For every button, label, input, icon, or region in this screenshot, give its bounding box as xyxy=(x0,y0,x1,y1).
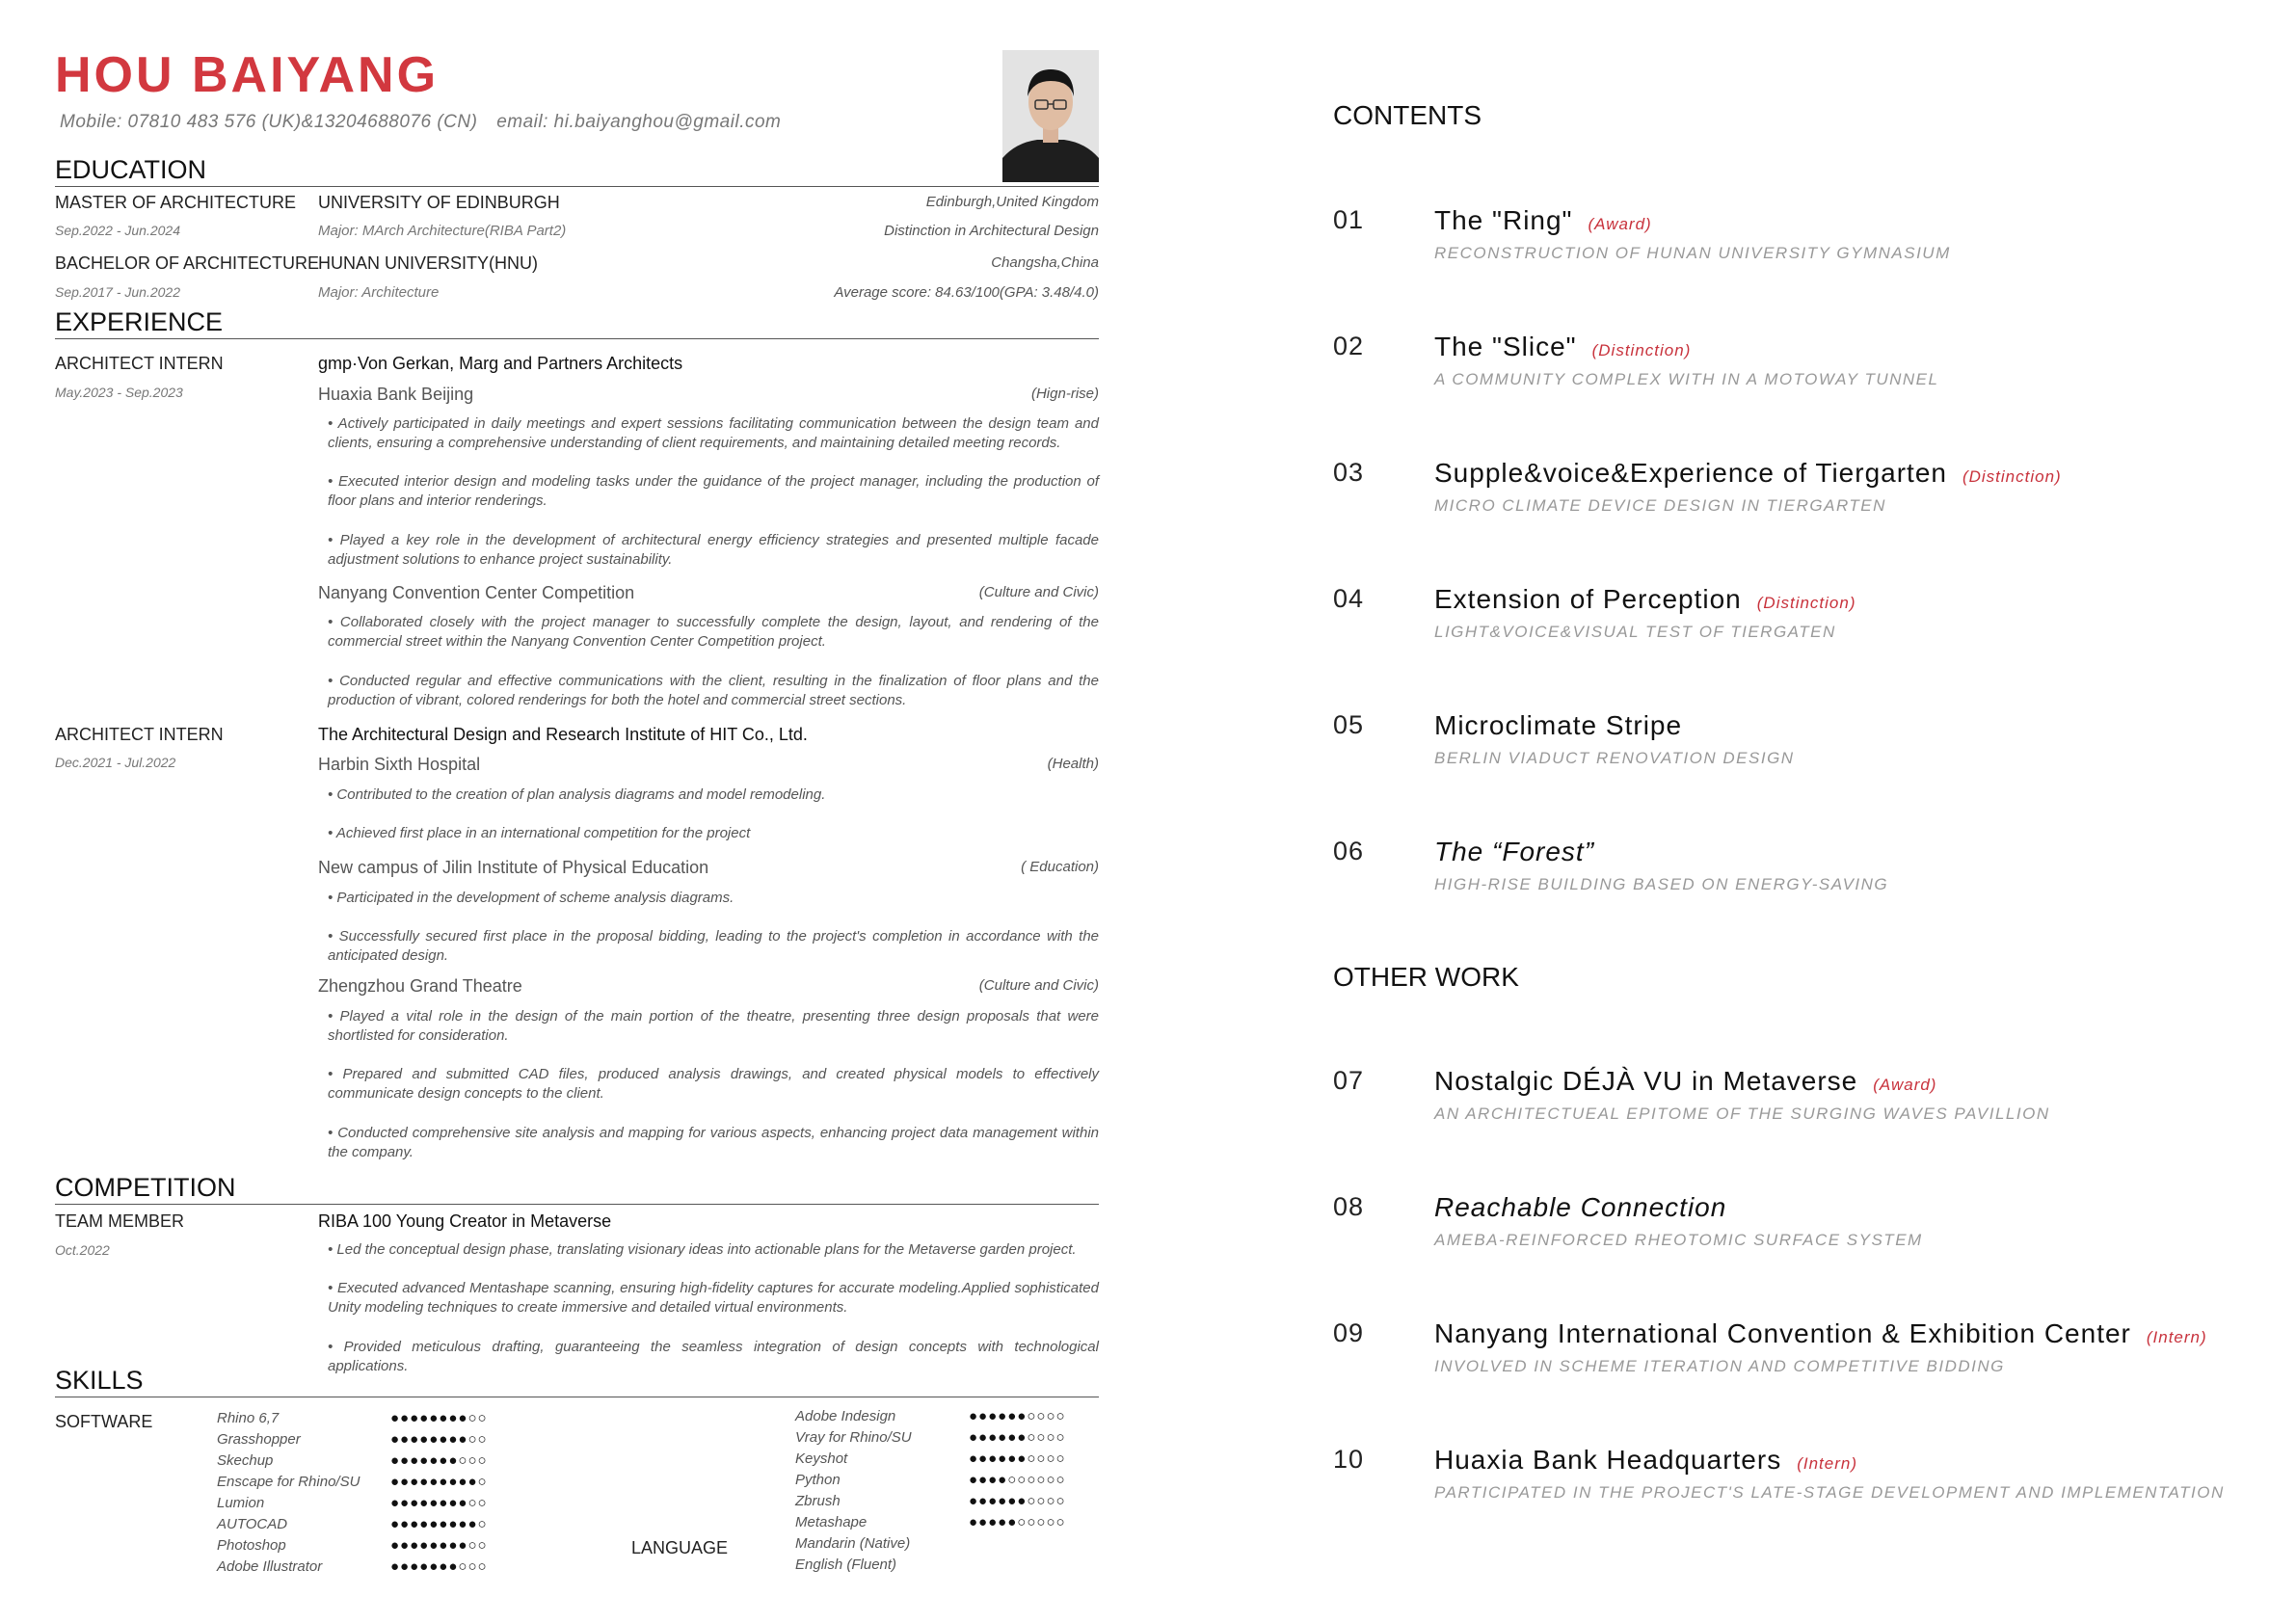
skill-level-dots: ●●●●●●○○○○ xyxy=(969,1493,1066,1509)
skill-name: Zbrush xyxy=(795,1493,841,1509)
bullet-item: • Prepared and submitted CAD files, produced analysis drawings, and created physical models to effectively communicate design concepts to the client. xyxy=(328,1066,1099,1102)
edu-school-2: HUNAN UNIVERSITY(HNU) xyxy=(318,253,539,273)
bullet-item: • Conducted regular and effective communications with the client, resulting in the finalization of floor plans and the production of vibrant, colored renderings for both the hotel and commercial street sections. xyxy=(328,673,1099,708)
toc-title: The "Ring" xyxy=(1434,205,1573,235)
resume-name: HOU BAIYANG xyxy=(55,47,440,103)
contents-heading: CONTENTS xyxy=(1333,100,1482,130)
skill-name: Keyshot xyxy=(795,1450,848,1467)
toc-award: (Distinction) xyxy=(1591,341,1692,359)
bullet-item: • Executed interior design and modeling tasks under the guidance of the project manager, including the production of floor plans and interior renderings. xyxy=(328,473,1099,509)
toc-number: 04 xyxy=(1333,584,1365,613)
edu-note-2: Average score: 84.63/100(GPA: 3.48/4.0) xyxy=(834,284,1099,301)
toc-entry[interactable] xyxy=(1434,458,2062,489)
project-name: Zhengzhou Grand Theatre xyxy=(318,976,522,996)
skill-name: Skechup xyxy=(217,1452,274,1469)
project-tag: (Health) xyxy=(1047,756,1099,772)
toc-entry[interactable] xyxy=(1434,837,1594,867)
toc-award: (Distinction) xyxy=(1756,594,1856,612)
job-company-1: gmp·Von Gerkan, Marg and Partners Architects xyxy=(318,354,683,373)
experience-heading: EXPERIENCE xyxy=(55,306,1099,339)
education-heading: EDUCATION xyxy=(55,154,1099,187)
toc-entry[interactable] xyxy=(1434,710,1682,741)
job-date-2: Dec.2021 - Jul.2022 xyxy=(55,755,176,770)
bullet-item: • Contributed to the creation of plan analysis diagrams and model remodeling. xyxy=(328,786,826,803)
edu-note-1: Distinction in Architectural Design xyxy=(884,223,1099,239)
skill-name: Enscape for Rhino/SU xyxy=(217,1474,360,1490)
skill-level-dots: ●●●●●●●○○○ xyxy=(390,1452,488,1469)
skill-name: Lumion xyxy=(217,1495,265,1511)
skills-heading: SKILLS xyxy=(55,1365,1099,1397)
bullet-item: • Executed advanced Mentashape scanning, ensuring high-fidelity captures for accurate modeling.Applied sophisticated Unity modeling techniques to create immersive and detailed virtual environments. xyxy=(328,1280,1099,1316)
toc-title: Supple&voice&Experience of Tiergarten xyxy=(1434,458,1947,488)
toc-award: (Distinction) xyxy=(1962,467,2062,486)
edu-major-1: Major: MArch Architecture(RIBA Part2) xyxy=(318,223,567,239)
skill-name: Adobe Illustrator xyxy=(217,1558,323,1575)
edu-location-1: Edinburgh,United Kingdom xyxy=(925,194,1099,210)
bullet-item: • Achieved first place in an international competition for the project xyxy=(328,825,751,841)
competition-role: TEAM MEMBER xyxy=(55,1211,185,1231)
skill-name: Python xyxy=(795,1472,841,1488)
toc-title: Nostalgic DÉJÀ VU in Metaverse xyxy=(1434,1066,1858,1096)
skill-level-dots: ●●●●●○○○○○ xyxy=(969,1514,1066,1530)
job-company-2: The Architectural Design and Research Institute of HIT Co., Ltd. xyxy=(318,725,808,744)
toc-subtitle: HIGH-RISE BUILDING BASED ON ENERGY-SAVING xyxy=(1434,875,1889,893)
skill-name: Photoshop xyxy=(217,1537,286,1554)
edu-degree-1: MASTER OF ARCHITECTURE xyxy=(55,193,297,212)
competition-name: RIBA 100 Young Creator in Metaverse xyxy=(318,1211,612,1231)
mobile-text: Mobile: 07810 483 576 (UK)&13204688076 (CN) xyxy=(60,112,478,132)
toc-number: 09 xyxy=(1333,1318,1365,1347)
skill-level-dots: ●●●●●●●●○○ xyxy=(390,1431,488,1448)
bullet-item: • Played a key role in the development of architectural energy efficiency strategies and presented multiple facade adjustment solutions to enhance project sustainability. xyxy=(328,532,1099,568)
toc-entry[interactable] xyxy=(1434,1066,1936,1097)
toc-title: Microclimate Stripe xyxy=(1434,710,1683,740)
toc-award: (Award) xyxy=(1588,215,1652,233)
toc-number: 08 xyxy=(1333,1192,1365,1221)
skill-level-dots: ●●●●●●●○○○ xyxy=(390,1558,488,1575)
project-name: Harbin Sixth Hospital xyxy=(318,755,481,774)
bullet-item: • Provided meticulous drafting, guaranteeing the seamless integration of design concepts with technological applications. xyxy=(328,1339,1099,1374)
toc-title: Huaxia Bank Headquarters xyxy=(1434,1445,1782,1475)
toc-subtitle: MICRO CLIMATE DEVICE DESIGN IN TIERGARTEN xyxy=(1434,496,1886,515)
toc-entry[interactable] xyxy=(1434,332,1691,362)
toc-entry[interactable] xyxy=(1434,205,1652,236)
edu-school-1: UNIVERSITY OF EDINBURGH xyxy=(318,193,560,212)
language-list xyxy=(795,1533,988,1576)
skill-level-dots: ●●●●●●●●●○ xyxy=(390,1474,488,1490)
skill-name: Rhino 6,7 xyxy=(217,1410,280,1426)
toc-number: 03 xyxy=(1333,458,1365,487)
toc-number: 10 xyxy=(1333,1445,1365,1474)
project-name: New campus of Jilin Institute of Physical Education xyxy=(318,858,709,877)
skill-level-dots: ●●●●●●●●●○ xyxy=(390,1516,488,1532)
language-item: Mandarin (Native) xyxy=(795,1535,911,1552)
bullet-item: • Played a vital role in the design of the main portion of the theatre, presenting three design proposals that were shortlisted for consideration. xyxy=(328,1008,1099,1044)
bullet-item: • Actively participated in daily meetings and expert sessions facilitating communication between the design team and clients, ensuring a comprehensive understanding of client requirements, and maintaining detailed meeting records. xyxy=(328,415,1099,451)
toc-subtitle: RECONSTRUCTION OF HUNAN UNIVERSITY GYMNASIUM xyxy=(1434,244,1951,262)
toc-subtitle: INVOLVED IN SCHEME ITERATION AND COMPETITIVE BIDDING xyxy=(1434,1357,2005,1375)
toc-title: Extension of Perception xyxy=(1434,584,1742,614)
skill-name: Vray for Rhino/SU xyxy=(795,1429,912,1446)
edu-date-2: Sep.2017 - Jun.2022 xyxy=(55,284,180,300)
toc-entry[interactable] xyxy=(1434,584,1856,615)
toc-number: 01 xyxy=(1333,205,1365,234)
project-tag: (Culture and Civic) xyxy=(978,977,1099,994)
job-role-1: ARCHITECT INTERN xyxy=(55,354,224,373)
toc-award: (Intern) xyxy=(1797,1454,1857,1473)
bullet-item: • Participated in the development of scheme analysis diagrams. xyxy=(328,890,734,906)
skill-level-dots: ●●●●●●●●○○ xyxy=(390,1495,488,1511)
bullet-item: • Led the conceptual design phase, translating visionary ideas into actionable plans for the Metaverse garden project. xyxy=(328,1241,1077,1258)
toc-subtitle: PARTICIPATED IN THE PROJECT'S LATE-STAGE DEVELOPMENT AND IMPLEMENTATION xyxy=(1434,1483,2225,1502)
contact-line xyxy=(60,112,794,133)
competition-date: Oct.2022 xyxy=(55,1242,110,1258)
edu-major-2: Major: Architecture xyxy=(318,284,440,301)
skill-level-dots: ●●●●●●○○○○ xyxy=(969,1408,1066,1424)
edu-location-2: Changsha,China xyxy=(991,254,1099,271)
job-role-2: ARCHITECT INTERN xyxy=(55,725,224,744)
language-label: LANGUAGE xyxy=(631,1538,729,1557)
edu-degree-2: BACHELOR OF ARCHITECTURE xyxy=(55,253,320,273)
skills-right-levels xyxy=(969,1406,1123,1533)
skill-level-dots: ●●●●●●●●○○ xyxy=(390,1410,488,1426)
edu-date-1: Sep.2022 - Jun.2024 xyxy=(55,223,180,238)
other-work-heading: OTHER WORK xyxy=(1333,962,1519,992)
toc-title: The "Slice" xyxy=(1434,332,1577,361)
skills-left-levels xyxy=(390,1408,545,1578)
skill-name: Grasshopper xyxy=(217,1431,301,1448)
toc-title: The “Forest” xyxy=(1434,837,1595,866)
toc-number: 06 xyxy=(1333,837,1365,865)
job-date-1: May.2023 - Sep.2023 xyxy=(55,385,183,400)
project-name: Huaxia Bank Beijing xyxy=(318,385,474,404)
bullet-item: • Successfully secured first place in the proposal bidding, leading to the project's completion in accordance with the anticipated design. xyxy=(328,928,1099,964)
toc-award: (Intern) xyxy=(2146,1328,2207,1346)
skill-name: Metashape xyxy=(795,1514,868,1530)
skill-level-dots: ●●●●○○○○○○ xyxy=(969,1472,1066,1488)
bullet-item: • Collaborated closely with the project manager to successfully complete the design, layout, and rendering of the commercial street within the Nanyang Convention Center Competition project. xyxy=(328,614,1099,650)
toc-title: Nanyang International Convention & Exhibition Center xyxy=(1434,1318,2131,1348)
software-label: SOFTWARE xyxy=(55,1412,153,1431)
project-tag: ( Education) xyxy=(1021,859,1099,875)
toc-entry[interactable] xyxy=(1434,1318,2207,1349)
project-tag: (Hign-rise) xyxy=(1030,386,1099,402)
toc-number: 02 xyxy=(1333,332,1365,360)
toc-subtitle: LIGHT&VOICE&VISUAL TEST OF TIERGATEN xyxy=(1434,623,1836,641)
email-text: email: hi.baiyanghou@gmail.com xyxy=(496,112,782,132)
toc-entry[interactable] xyxy=(1434,1445,1857,1476)
toc-entry[interactable] xyxy=(1434,1192,1726,1223)
toc-subtitle: AN ARCHITECTUEAL EPITOME OF THE SURGING WAVES PAVILLION xyxy=(1434,1104,2050,1123)
skill-level-dots: ●●●●●●●●○○ xyxy=(390,1537,488,1554)
toc-subtitle: AMEBA-REINFORCED RHEOTOMIC SURFACE SYSTEM xyxy=(1434,1231,1923,1249)
skills-right-names xyxy=(795,1406,969,1533)
bullet-item: • Conducted comprehensive site analysis and mapping for various aspects, enhancing project data management within the company. xyxy=(328,1125,1099,1160)
skill-level-dots: ●●●●●●○○○○ xyxy=(969,1450,1066,1467)
toc-number: 07 xyxy=(1333,1066,1365,1095)
skill-name: AUTOCAD xyxy=(217,1516,288,1532)
project-name: Nanyang Convention Center Competition xyxy=(318,583,635,602)
skill-name: Adobe Indesign xyxy=(795,1408,896,1424)
toc-award: (Award) xyxy=(1873,1076,1937,1094)
toc-title: Reachable Connection xyxy=(1434,1192,1727,1222)
toc-subtitle: BERLIN VIADUCT RENOVATION DESIGN xyxy=(1434,749,1795,767)
skill-level-dots: ●●●●●●○○○○ xyxy=(969,1429,1066,1446)
toc-subtitle: A COMMUNITY COMPLEX WITH IN A MOTOWAY TUNNEL xyxy=(1434,370,1939,388)
skills-left-names xyxy=(217,1408,390,1578)
competition-heading: COMPETITION xyxy=(55,1172,1099,1205)
project-tag: (Culture and Civic) xyxy=(978,584,1099,600)
language-item: English (Fluent) xyxy=(795,1556,897,1573)
toc-number: 05 xyxy=(1333,710,1365,739)
